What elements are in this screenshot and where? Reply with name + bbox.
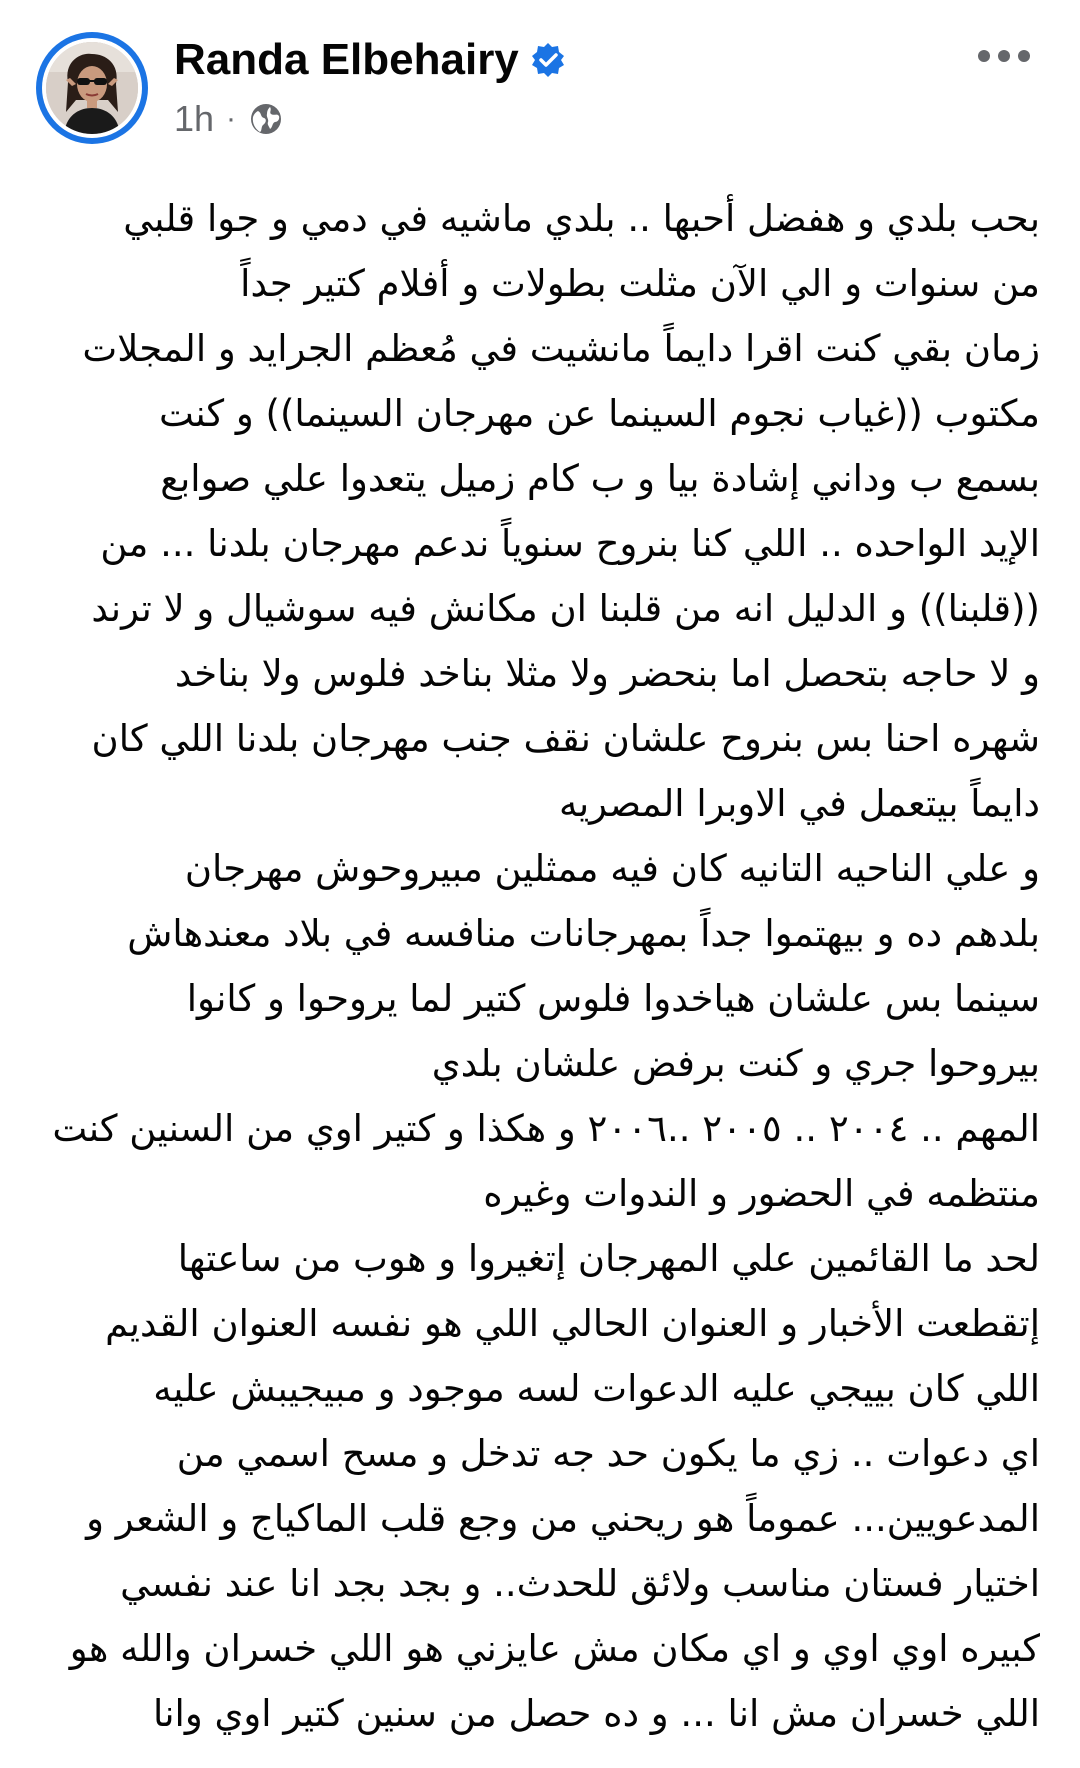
post-text-line: شهره احنا بس بنروح علشان نقف جنب مهرجان بلدنا اللي كان (91, 717, 1040, 760)
avatar[interactable] (46, 42, 138, 134)
post-text-line: لحد ما القائمين علي المهرجان إتغيروا و هوب من ساعتها (177, 1237, 1040, 1280)
post-text-line: منتظمه في الحضور و الندوات وغيره (483, 1172, 1040, 1215)
post-text-line: و علي الناحيه التانيه كان فيه ممثلين مبيروحوش مهرجان (184, 847, 1040, 890)
globe-icon[interactable] (248, 101, 284, 137)
post-text-line: الإيد الواحده .. اللي كنا بنروح سنوياً ندعم مهرجان بلدنا ... من (100, 522, 1040, 565)
post-text-line: المدعويين... عموماً هو ريحني من وجع قلب الماكياج و الشعر و (86, 1497, 1040, 1540)
post-text-line: مكتوب ((غياب نجوم السينما عن مهرجان السينما)) و كنت (159, 392, 1040, 435)
avatar-photo (46, 42, 138, 134)
post-text-line: من سنوات و الي الآن مثلت بطولات و أفلام كتير جداً (240, 262, 1040, 305)
post-text-line: اي دعوات .. زي ما يكون حد جه تدخل و مسح اسمي من (176, 1432, 1040, 1475)
post-text-line: إتقطعت الأخبار و العنوان الحالي اللي هو نفسه العنوان القديم (105, 1302, 1040, 1345)
post-text-line: دايماً بيتعمل في الاوبرا المصريه (559, 782, 1040, 825)
post-text-line: كبيره اوي اوي و اي مكان مش عايزني هو اللي خسران والله هو (69, 1627, 1040, 1670)
post-meta-row (174, 94, 284, 144)
post-text-line: بيروحوا جري و كنت برفض علشان بلدي (431, 1042, 1040, 1085)
verified-badge-icon (529, 41, 567, 79)
meta-separator: · (226, 102, 237, 135)
post-text-line: زمان بقي كنت اقرا دايماً مانشيت في مُعظم الجرايد و المجلات (82, 327, 1040, 370)
post-text-line: اختيار فستان مناسب ولائق للحدث.. و بجد بجد انا عند نفسي (120, 1562, 1040, 1605)
post-timestamp[interactable]: 1h (174, 98, 215, 139)
author-row (174, 30, 567, 90)
post-text-line: و لا حاجه بتحصل اما بنحضر ولا مثلا بناخد فلوس ولا بناخد (174, 652, 1040, 695)
post-text-line: اللي كان بييجي عليه الدعوات لسه موجود و مبيجيبش عليه (153, 1367, 1040, 1410)
author-name[interactable]: Randa Elbehairy (174, 35, 519, 84)
more-options-icon (976, 49, 1032, 63)
post-text-line: اللي خسران مش انا ... و ده حصل من سنين كتير اوي وانا (152, 1692, 1040, 1735)
more-options-button[interactable] (968, 34, 1040, 78)
avatar-story-ring[interactable] (36, 32, 148, 144)
post-header (0, 0, 1080, 150)
post-text-line: ((قلبنا)) و الدليل انه من قلبنا ان مكانش فيه سوشيال و لا ترند (91, 587, 1040, 630)
post-text-line: بسمع ب وداني إشادة بيا و ب كام زميل يتعدوا علي صوابع (160, 457, 1040, 500)
post-text-line: بلدهم ده و بيهتموا جداً بمهرجانات منافسه في بلاد معندهاش (127, 912, 1040, 955)
post-text (30, 186, 1040, 1766)
post-text-line: سينما بس علشان هياخدوا فلوس كتير لما يروحوا و كانوا (186, 977, 1040, 1020)
avatar-ring-inner (42, 38, 142, 138)
post-text-line: بحب بلدي و هفضل أحبها .. بلدي ماشيه في دمي و جوا قلبي (123, 197, 1040, 240)
post-text-line: المهم .. ٢٠٠٤ .. ٢٠٠٥ ..٢٠٠٦ و هكذا و كتير اوي من السنين كنت (52, 1107, 1040, 1150)
